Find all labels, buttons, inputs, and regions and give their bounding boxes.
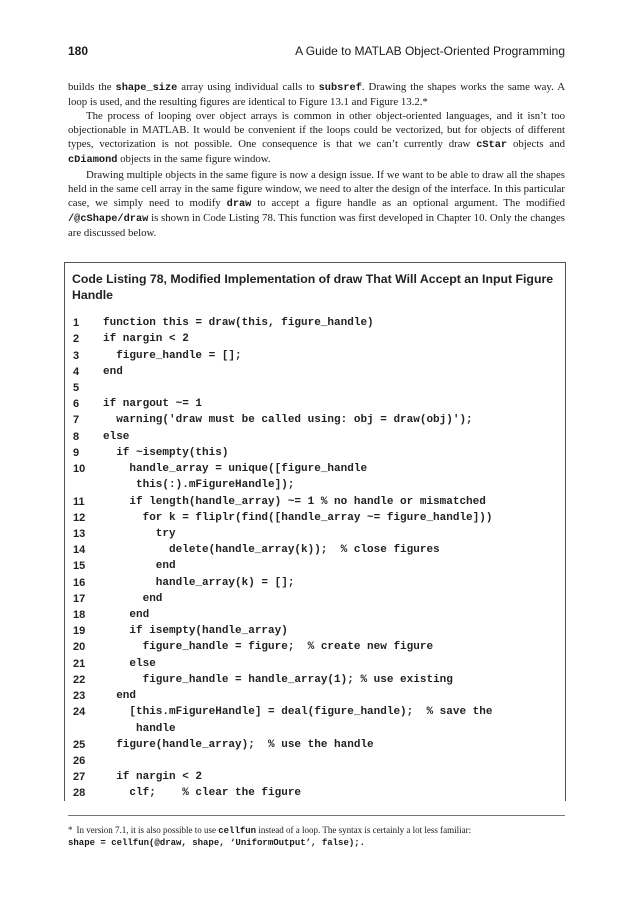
code-line	[65, 445, 565, 461]
paragraph-2	[68, 109, 565, 167]
code-text: for k = fliplr(find([handle_array ~= figure_handle]))	[103, 511, 493, 524]
paragraph-text: The process of looping over object arrays is common in other object-oriented languages, and it isn’t too objectionable in MATLAB. It would be convenient if the loops could be vectorized, but for objects of different types, vectorization is not possible. One consequence is that we can’t currently draw	[68, 110, 565, 151]
code-line	[65, 380, 565, 396]
footnote-text	[68, 824, 565, 837]
paragraph-3	[68, 168, 565, 240]
paragraph-1	[68, 80, 565, 109]
line-number: 16	[73, 576, 86, 589]
code-line	[65, 542, 565, 558]
code-text: handle_array = unique([figure_handle	[103, 463, 368, 476]
code-line	[65, 412, 565, 428]
code-line	[65, 737, 565, 753]
code-line	[65, 429, 565, 445]
code-text: handle_array(k) = [];	[103, 576, 295, 589]
footnote-text-part: In version 7.1, it is also possible to use	[76, 825, 219, 835]
code-line	[65, 688, 565, 704]
code-text: if nargout ~= 1	[103, 398, 203, 411]
code-text: if isempty(handle_array)	[103, 625, 288, 638]
code-text: delete(handle_array(k)); % close figures	[103, 544, 440, 557]
line-number: 21	[73, 657, 86, 670]
listing-caption: Code Listing 78, Modified Implementation of draw That Will Accept an Input Figure Handle	[72, 272, 554, 302]
code-listing	[64, 262, 566, 801]
code-text: try	[103, 527, 176, 540]
line-number: 11	[73, 495, 85, 508]
page-number: 180	[68, 44, 89, 58]
code-line	[65, 558, 565, 574]
paragraph-text: builds the	[68, 81, 116, 93]
code-line	[65, 591, 565, 607]
code-line	[65, 347, 565, 363]
line-number: 22	[73, 673, 86, 686]
code-line	[65, 331, 565, 347]
footnote-code-line: shape = cellfun(@draw, shape, ‘UniformOutput’, false);.	[68, 838, 366, 848]
code-line	[65, 656, 565, 672]
code-line	[65, 396, 565, 412]
code-line	[65, 785, 565, 801]
code-text: end	[103, 609, 150, 622]
code-text: end	[103, 365, 123, 378]
footnote-marker: *	[68, 825, 73, 835]
code-text: if nargin < 2	[103, 771, 203, 784]
code-line	[65, 607, 565, 623]
code-text: if nargin < 2	[103, 333, 189, 346]
running-title: A Guide to MATLAB Object-Oriented Programming	[295, 44, 565, 58]
inline-code: draw	[226, 197, 252, 210]
code-text: warning('draw must be called using: obj = draw(obj)');	[103, 414, 473, 427]
line-number: 13	[73, 527, 86, 540]
line-number: 5	[73, 381, 80, 394]
paragraph-text: objects and	[507, 138, 565, 151]
paragraph-text: . Drawing the shapes works the same way. A loop is used, and the resulting figures are identical to Figure 13.1 and Figure 13.2.*	[68, 81, 565, 109]
line-number: 18	[73, 609, 86, 622]
code-line	[65, 526, 565, 542]
line-number: 14	[73, 544, 86, 557]
line-number: 6	[73, 398, 80, 411]
line-number: 7	[73, 414, 80, 427]
inline-code: cStar	[476, 139, 508, 152]
code-line	[65, 720, 565, 736]
line-number: 23	[73, 690, 86, 703]
code-line	[65, 672, 565, 688]
code-text: handle	[103, 722, 176, 735]
line-number: 9	[73, 446, 80, 459]
line-number: 25	[73, 738, 86, 751]
paragraph-text: is shown in Code Listing 78. This function was first developed in Chapter 10. Only the changes are discussed below.	[68, 211, 565, 239]
paragraph-text: objects in the same figure window.	[117, 153, 271, 166]
code-text: if ~isempty(this)	[103, 446, 229, 459]
paragraph-text: array using individual calls to	[177, 81, 319, 93]
code-line	[65, 510, 565, 526]
line-number: 27	[73, 771, 86, 784]
line-number: 2	[73, 333, 80, 346]
code-line	[65, 704, 565, 720]
line-number: 4	[73, 365, 80, 378]
line-number: 1	[73, 317, 80, 330]
inline-code: /@cShape/draw	[68, 212, 149, 225]
inline-code: cDiamond	[68, 154, 118, 167]
body-text	[68, 80, 565, 240]
paragraph-text: to accept a figure handle as an optional argument. The modified	[251, 196, 565, 209]
line-number: 12	[73, 511, 86, 524]
code-text: end	[103, 560, 176, 573]
inline-code: subsref	[318, 82, 362, 94]
line-number: 8	[73, 430, 80, 443]
code-line	[65, 461, 565, 477]
code-text: figure_handle = handle_array(1); % use existing	[103, 673, 453, 686]
line-number: 10	[73, 463, 86, 476]
code-line	[65, 477, 565, 493]
code-line	[65, 753, 565, 769]
code-text: this(:).mFigureHandle]);	[103, 479, 295, 492]
inline-code: cellfun	[218, 826, 257, 836]
code-lines	[65, 315, 565, 802]
line-number: 20	[73, 641, 86, 654]
line-number: 26	[73, 755, 86, 768]
footnote	[68, 824, 565, 849]
code-text: figure(handle_array); % use the handle	[103, 738, 374, 751]
footnote-text-part: instead of a loop. The syntax is certainly a lot less familiar:	[256, 825, 472, 835]
paragraph-text: Drawing multiple objects in the same figure is now a design issue. If we want to be able to draw all the shapes held in the same cell array in the same figure window, we need to alter the design of the interface. In this particular case, we simply need to modify	[68, 168, 565, 209]
page-header	[68, 44, 565, 64]
line-number: 17	[73, 592, 86, 605]
code-text: figure_handle = figure; % create new figure	[103, 641, 434, 654]
code-text: end	[103, 690, 137, 703]
code-text: else	[103, 657, 156, 670]
code-line	[65, 623, 565, 639]
inline-code: shape_size	[115, 82, 178, 94]
code-text: figure_handle = [];	[103, 349, 242, 362]
code-text: function this = draw(this, figure_handle)	[103, 317, 374, 330]
line-number: 24	[73, 706, 86, 719]
code-line	[65, 315, 565, 331]
line-number: 3	[73, 349, 80, 362]
code-line	[65, 364, 565, 380]
line-number: 15	[73, 560, 86, 573]
code-text: if length(handle_array) ~= 1 % no handle or mismatched	[103, 495, 486, 508]
code-line	[65, 639, 565, 655]
code-text: else	[103, 430, 130, 443]
line-number: 19	[73, 625, 86, 638]
line-number: 28	[73, 787, 86, 800]
code-line	[65, 575, 565, 591]
code-text: clf; % clear the figure	[103, 787, 302, 800]
code-text: end	[103, 592, 163, 605]
footnote-rule	[68, 815, 565, 816]
code-text: [this.mFigureHandle] = deal(figure_handle); % save the	[103, 706, 493, 719]
code-line	[65, 493, 565, 509]
code-line	[65, 769, 565, 785]
